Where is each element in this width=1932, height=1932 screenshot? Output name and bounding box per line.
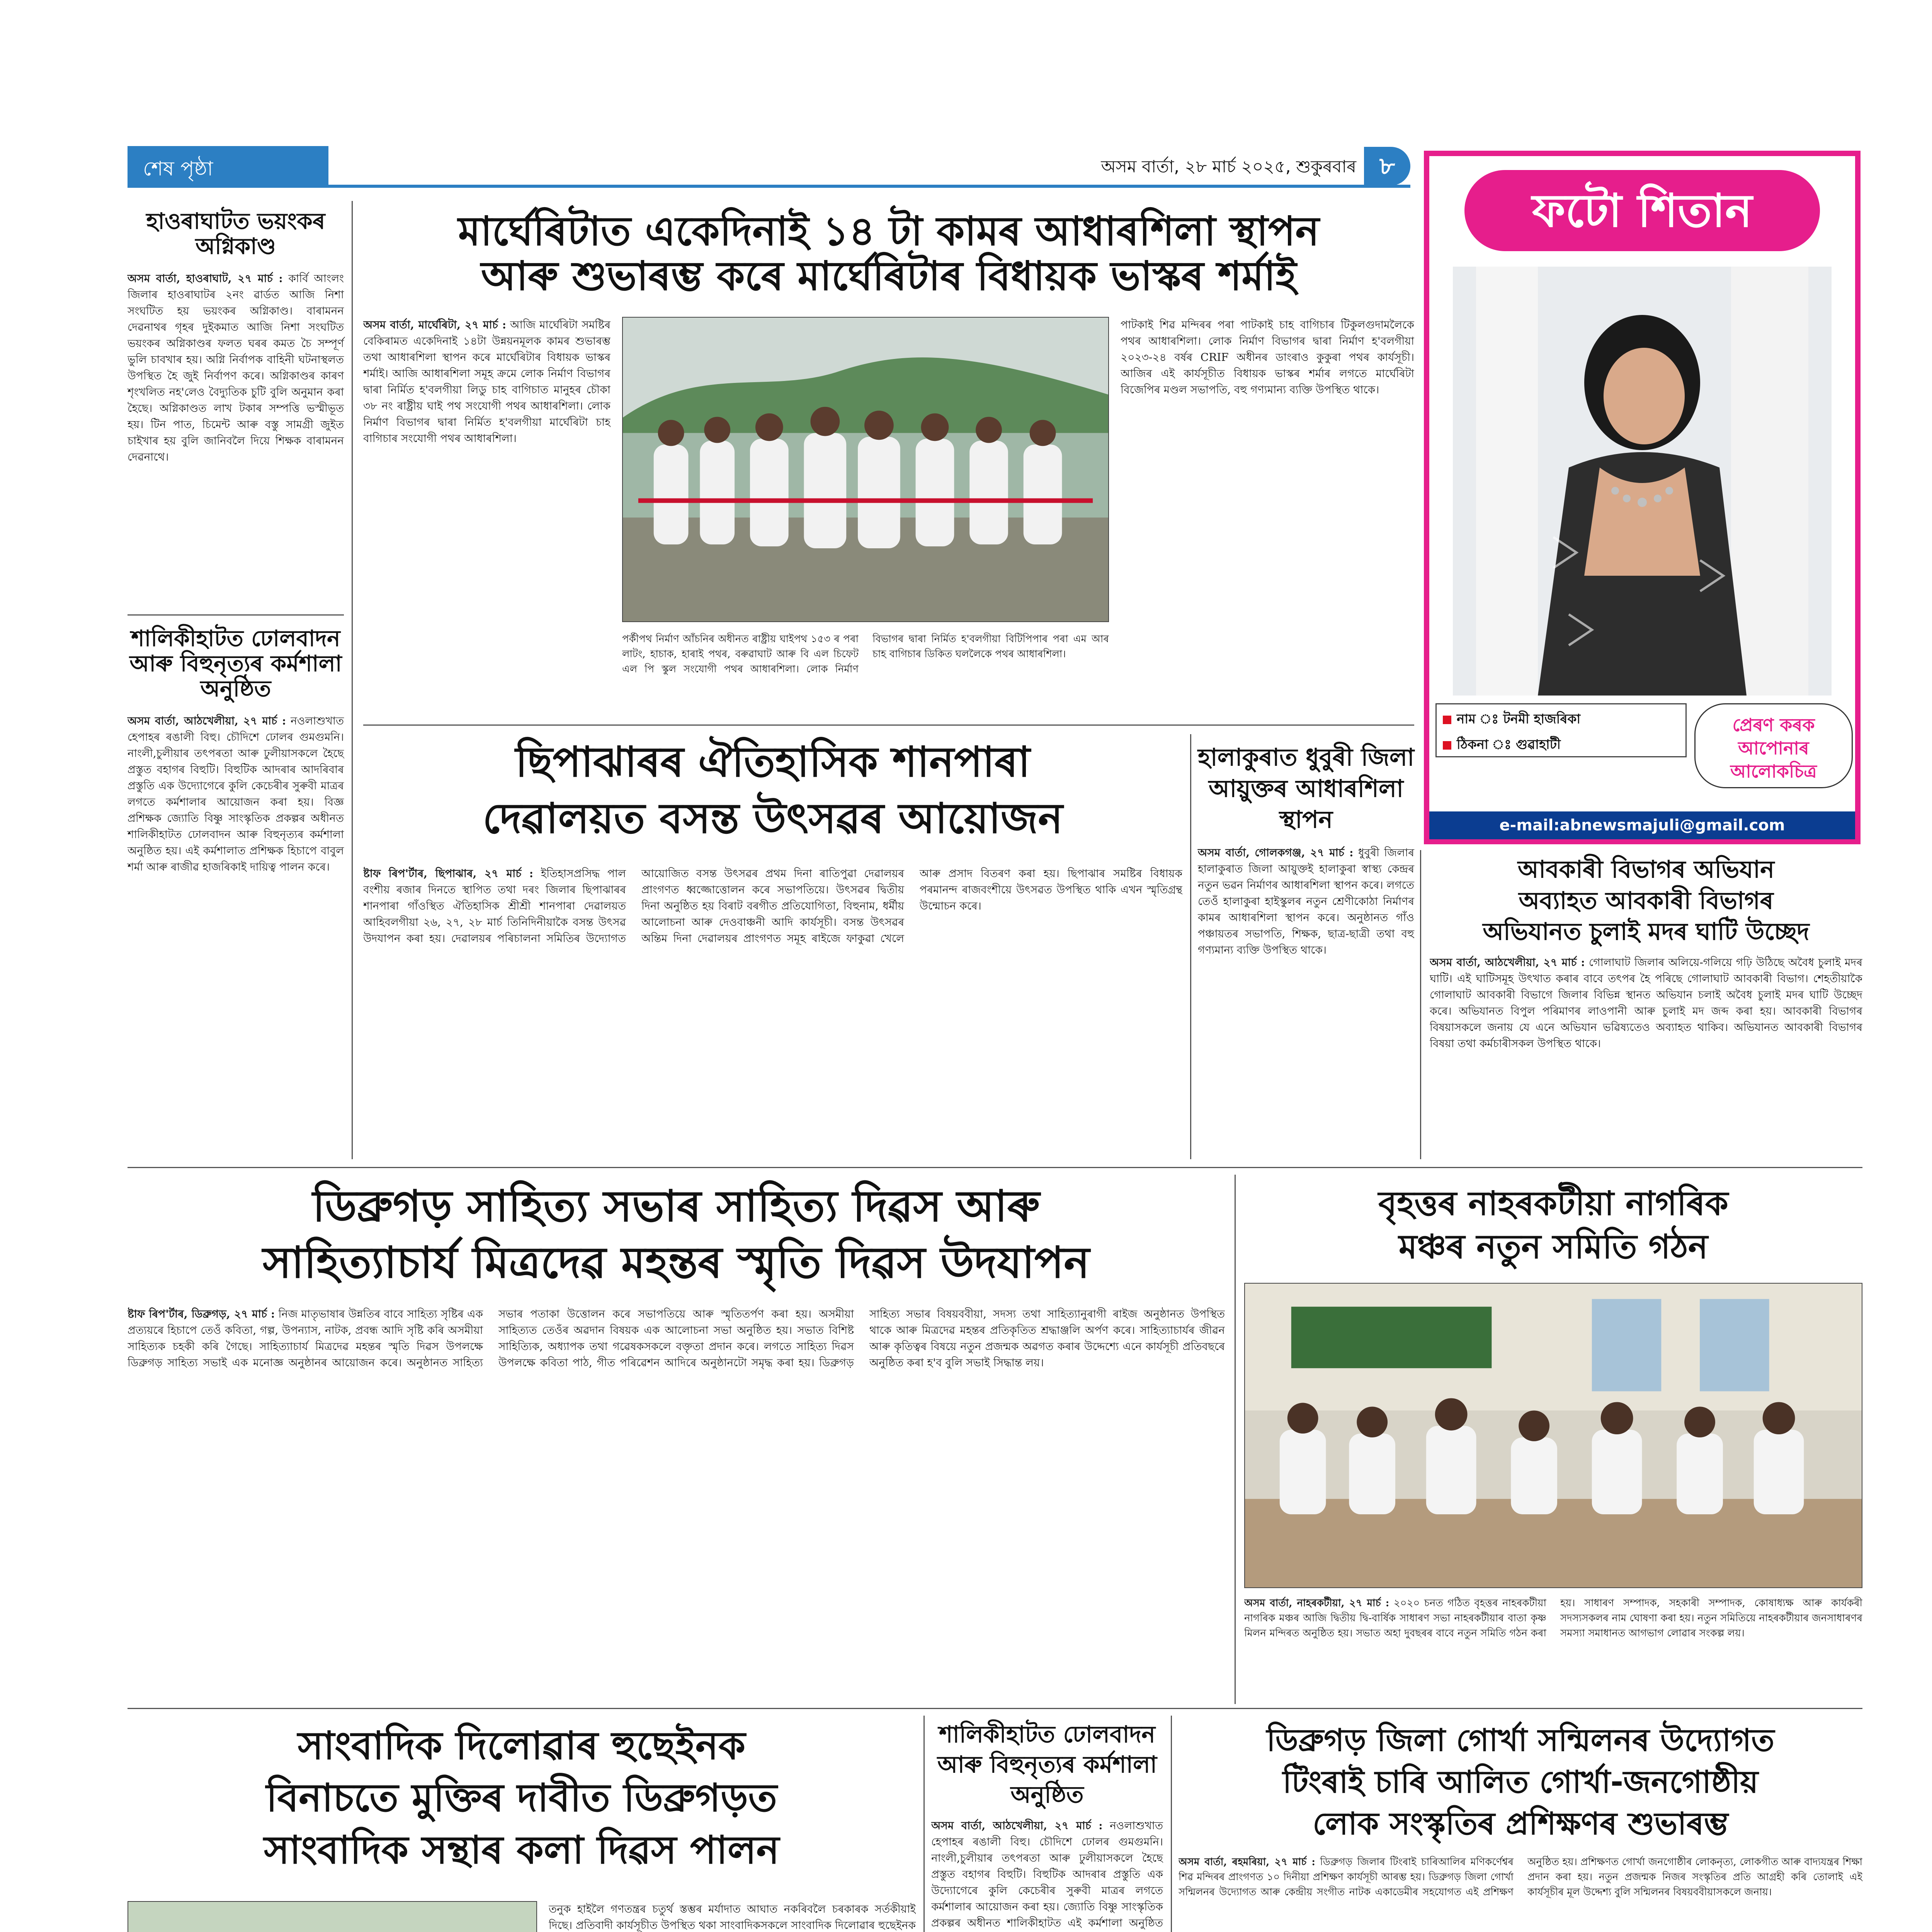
headline-line-1: ডিব্ৰুগড় সাহিত্য সভাৰ সাহিত্য দিৱস আৰু [313,1181,1040,1231]
article-body [1198,845,1414,958]
featured-portrait [1453,267,1832,696]
column-rule [1190,734,1191,1159]
headline: শালিকীহাটত ঢোলবাদন আৰু বিহুনৃত্যৰ কৰ্মশালা অনুষ্ঠিত [129,625,342,702]
dateline: অসম বাৰ্তা, গোলকগঞ্জ, ২৭ মাৰ্চ : [1198,846,1354,859]
headline: হাওৰাঘাটত ভয়ংকৰ অগ্নিকাণ্ড [146,208,325,259]
caption-address: ঠিকনা ঃ গুৱাহাটী [1457,737,1561,752]
article-dhubri [1198,742,1414,958]
photo-caption [1435,703,1687,757]
body-text: কাৰ্বি আংলং জিলাৰ হাওৰাঘাটৰ ২নং ৱাৰ্ডত আজি নিশা সংঘটিত হয় ভয়ংকৰ অগ্নিকাণ্ড। বাৰামনন দেৱনাথৰ গৃহৰ দুইকমাত আজি নিশা সংঘটিত ভয়ংকৰ অগ্নিকাণ্ডৰ ফলত ঘৰৰ কমত চৈ সম্পূৰ্ণ ভুলি চাবখাৰ হয়। অগ্নি নিৰ্বাপক বাহিনী ঘটনাস্থলত উপস্থিত হৈ জুই নিৰ্বাপণ কৰে। অগ্নিকাণ্ডৰ কাৰণ শৃংখলিত নহ'লেও বৈদ্যুতিক চুটি বুলি অনুমান কৰা হৈছে। অগ্নিকাণ্ডত লাখ টকাৰ সম্পত্তি ভস্মীভূত হয়। টিন পাত, চিমেন্ট আৰু বস্তু সামগ্ৰী জুইত চাইখাৰ হয় বুলি জানিবলৈ দিয়ে শিক্ষক বাৰামনন দেৱনাথে। [128,272,344,463]
dateline: অসম বাৰ্তা, মাৰ্ঘেৰিটা, ২৭ মাৰ্চ : [363,318,507,331]
margherita-body-left [363,317,611,696]
column-rule [352,201,353,1159]
divider [363,724,1414,726]
headline-line-2: আৰু শুভাৰম্ভ কৰে মাৰ্ঘেৰিটাৰ বিধায়ক ভাস্কৰ শৰ্মাই [481,252,1297,300]
dateline: অসম বাৰ্তা, আঠখেলীয়া, ২৭ মাৰ্চ : [128,714,286,727]
headline-line-1: আবকাৰী বিভাগৰ অভিযান [1517,855,1775,883]
dateline: অসম বাৰ্তা, হাওৰাঘাট, ২৭ মাৰ্চ : [128,272,283,285]
headline-line-1: মাৰ্ঘেৰিটাত একেদিনাই ১৪ টা কামৰ আধাৰশিলা স্থাপন [458,207,1320,255]
body-text: নিজ মাতৃভাষাৰ উন্নতিৰ বাবে সাহিত্য সৃষ্টিৰ এক প্ৰত্যয়ৰে হিচাপে তেওঁ কবিতা, গল্প, উপন্যাস, নাটক, প্ৰবন্ধ আদি সৃষ্টি কৰি অসমীয়া সাহিত্যক চহকী কৰি গৈছে। সাহিত্যাচাৰ্য মিত্ৰদেৱ মহন্তৰ স্মৃতি দিৱস উপলক্ষে ডিব্ৰুগড় সাহিত্য সভাই এক মনোজ্ঞ অনুষ্ঠানৰ আয়োজন কৰে। অনুষ্ঠানত সাহিত্য সভাৰ পতাকা উত্তোলন কৰে সভাপতিয়ে আৰু স্মৃতিতৰ্পণ কৰা হয়। অসমীয়া সাহিত্যত তেওঁৰ অৱদান বিষয়ক এক আলোচনা সভা অনুষ্ঠিত হয়। সভাত বিশিষ্ট সাহিত্যিক, অধ্যাপক তথা গৱেষকসকলে বক্তৃতা প্ৰদান কৰে। লগতে সাহিত্য দিৱস উপলক্ষে কবিতা পাঠ, গীত পৰিৱেশন আদিৰে অনুষ্ঠানটো সমৃদ্ধ কৰা হয়। ডিব্ৰুগড় সাহিত্য সভাৰ বিষয়ববীয়া, সদস্য তথা সাহিত্যানুৰাগী ৰাইজ অনুষ্ঠানত উপস্থিত থাকে আৰু মিত্ৰদেৱ মহন্তৰ প্ৰতিকৃতিত শ্ৰদ্ধাঞ্জলি অৰ্পণ কৰে। সাহিত্যাচাৰ্যৰ জীৱন আৰু কৃতিত্বৰ বিষয়ে নতুন প্ৰজন্মক অৱগত কৰাৰ উদ্দেশ্যে এনে কাৰ্যসূচী প্ৰতিবছৰে অনুষ্ঠিত কৰা হ'ব বুলি সভাই সিদ্ধান্ত লয়। [128,1308,1225,1369]
caption-address-row [1437,730,1685,755]
margherita-body-bottom: পৰ্কীপথ নিৰ্মাণ আঁচনিৰ অধীনত ৰাষ্ট্ৰীয় ঘাইপথ ১৫৩ ৰ পৰা লাটং, হাচাক, হাৰাই পথৰ, বৰুৱাঘাট আৰু বি এল চিফেট এল পি স্কুল সংযোগী পথৰ আধাৰশিলা। লোক নিৰ্মাণ বিভাগৰ দ্বাৰা নিৰ্মিত হ'বলগীয়া বিটিপিপাৰ পৰা এম আৰ চাহ বাগিচাৰ ডিকিত ঘললৈকে পথৰ আধাৰশিলা। [622,633,1109,675]
bullet-icon [1443,741,1451,750]
dateline: অসম বাৰ্তা, নাহৰকটীয়া, ২৭ মাৰ্চ : [1244,1597,1389,1609]
masthead-rule [128,185,1410,188]
headline-line-2: মঞ্চৰ নতুন সমিতি গঠন [1398,1227,1708,1266]
excise-body [1430,954,1862,1155]
column-rule [1420,850,1421,1159]
headline-line-1: ডিব্ৰুগড় জিলা গোৰ্খা সন্মিলনৰ উদ্যোগত [1266,1722,1775,1758]
headline-line-1: সাংবাদিক দিলোৱাৰ হুছেইনক [298,1723,746,1768]
column-rule [1171,1716,1172,1932]
body-text: ২০২০ চনত গঠিত বৃহত্তৰ নাহৰকটীয়া নাগৰিক মঞ্চৰ আজি দ্বিতীয় দ্বি-বাৰ্ষিক সাধাৰণ সভা নাহৰকটীয়াৰ বাতা কৃষ্ণ মিলন মন্দিৰত অনুষ্ঠিত হয়। সভাত অহা দুবছৰৰ বাবে নতুন সমিতি গঠন কৰা হয়। সাধাৰণ সম্পাদক, সহকাৰী সম্পাদক, কোষাধ্যক্ষ আৰু কাৰ্যকৰী সদস্যসকলৰ নাম ঘোষণা কৰা হয়। নতুন সমিতিয়ে নাহৰকটীয়াৰ জনসাধাৰণৰ সমস্যা সমাধানত আগভাগ লোৱাৰ সংকল্প লয়। [1244,1597,1862,1639]
caption-name-row [1437,704,1685,730]
body-text: গোলাঘাট জিলাৰ অলিয়ে-গলিয়ে গঢ়ি উঠিছে অবৈধ চুলাই মদৰ ঘাটি। এই ঘাটিসমূহ উৎখাত কৰাৰ বাবে তৎপৰ হৈ পৰিছে গোলাঘাট আবকাৰী বিভাগ। শেহতীয়াকৈ গোলাঘাট আবকাৰী বিভাগে জিলাৰ বিভিন্ন স্থানত অভিযান চলাই অবৈধ চুলাই মদৰ ঘাটি উচ্ছেদ কৰে। অভিযানত বিপুল পৰিমাণৰ লাওপানী আৰু চুলাই মদ জব্দ কৰা হয়। আবকাৰী বিভাগৰ বিষয়াসকলে জনায় যে এনে অভিযান ভৱিষ্যতেও অব্যাহত থাকিব। অভিযানত আবকাৰী বিভাগৰ বিষয়া তথা কৰ্মচাৰীসকল উপস্থিত থাকে। [1430,956,1862,1050]
dateline: ষ্টাফ ৰিপ'ৰ্টাৰ, ডিব্ৰুগড়, ২৭ মাৰ্চ : [128,1308,275,1320]
article-dholbadan-left [128,626,344,875]
headline-naharkatia [1244,1182,1862,1269]
headline: হালাকুৰাত ধুবুৰী জিলা আয়ুক্তৰ আধাৰশিলা স্থাপন [1198,743,1414,834]
section-label: শেষ পৃষ্ঠা [128,146,328,185]
dibrugarh-sahitya-body [128,1306,1225,1696]
body-text: নওলাশুখাত হেপাহৰ ৰঙালী বিহু। চৌদিশে ঢোলৰ গুমগুমনি। নাংলী,চুলীয়াৰ তৎপৰতা আৰু ঢুলীয়াসকলে হৈছে প্ৰস্তুত বহাগৰ বিহুটি। বিহুটিক আদৰাৰ প্ৰস্তুতি এক উদ্যোগেৰে কুলি কেচেৰীৰ সুৰুবী মাত্ৰৰ লগতে কৰ্মশালাৰ আয়োজন কৰা হয়। জ্যোতি বিষ্ণু সাংস্কৃতিক প্ৰকল্পৰ অধীনত শালিকীহাটত এই কৰ্মশালা অনুষ্ঠিত [931,1819,1163,1929]
dateline: ষ্টাফ ৰিপ'ৰ্টাৰ, ছিপাঝাৰ, ২৭ মাৰ্চ : [363,867,534,880]
headline-line-2: বিনাচতে মুক্তিৰ দাবীত ডিব্ৰুগড়ত [266,1775,777,1820]
headline-margherita [363,209,1414,299]
headline-line-2: অব্যাহত আবকাৰী বিভাগৰ [1519,886,1774,915]
body-text: নওলাশুখাত হেপাহৰ ৰঙালী বিহু। চৌদিশে ঢোলৰ গুমগুমনি। নাংলী,চুলীয়াৰ তৎপৰতা আৰু ঢুলীয়াসকলে হৈছে প্ৰস্তুত বহাগৰ বিহুটি। বিহুটিক আদৰাৰ আদৰিবাৰ প্ৰস্তুতি এক উদ্যোগেৰে কুলি কেচেৰীৰ সুৰুবী মাত্ৰৰ লগতে কৰ্মশালাৰ আয়োজন কৰা হয়। বিজ্ঞ প্ৰশিক্ষক জ্যোতি বিষ্ণু সাংস্কৃতিক প্ৰকল্পৰ অধীনত শালিকীহাটত ঢোলবাদন আৰু বিহুনৃত্যৰ কৰ্মশালা অনুষ্ঠিত হয়। এই কৰ্মশালাত প্ৰশিক্ষক হিচাপে বাবুল শৰ্মা আৰু ৰাজীৱ হাজৰিকাই দায়িত্ব পালন কৰে। [128,714,344,873]
margherita-body-right: পাটকাই শিৱ মন্দিৰৰ পৰা পাটকাই চাহ বাগিচাৰ টিকুলগুদামলৈকে পথৰ আধাৰশিলা। লোক নিৰ্মাণ বিভাগৰ দ্বাৰা নিৰ্মাণ হ'বলগীয়া ২০২৩-২৪ বৰ্ষৰ CRIF অধীনৰ ডাংৰাও কুকুৰা পথৰ কাৰ্যসূচী। আজিৰ এই কাৰ্যসূচীত বিধায়ক ভাস্কৰ শৰ্মাৰ লগতে মাৰ্ঘেৰিটা বিজেপিৰ মণ্ডল সভাপতি, বহু গণ্যমান্য ব্যক্তি উপস্থিত থাকে। [1121,318,1414,396]
divider [128,1708,1862,1709]
body-text: আজি মাৰ্ঘেৰিটা সমষ্টিৰ বেকিৰামত একেদিনাই ১৪টা উন্নয়নমূলক কামৰ শুভাৰম্ভ তথা আধাৰশিলা স্থাপন কৰে মাৰ্ঘেৰিটাৰ বিধায়ক ভাস্কৰ শৰ্মাই। আজি আধাৰশিলা সমূহ ক্ৰমে লোক নিৰ্মাণ বিভাগৰ দ্বাৰা নিৰ্মিত হ'বলগীয়া লিডু চাহ বাগিচাত মানুহৰ চৌকা ৩৮ নং ৰাষ্ট্ৰীয় ঘাই পথ সংযোগী পথৰ আধাৰশিলা। লোক নিৰ্মাণ বিভাগৰ দ্বাৰা নিৰ্মিত হ'বলগীয়া মাৰ্ঘেৰিটা চাহ বাগিচাৰ সংযোগী পথৰ আধাৰশিলা। [363,318,611,445]
journalist-protest-photo [128,1901,537,1932]
photo-submission-promo: প্ৰেৰণ কৰক আপোনাৰ আলোকচিত্ৰ [1694,703,1853,788]
headline-line-2: দেৱালয়ত বসন্ত উৎসৱৰ আয়োজন [483,794,1063,843]
article-body [128,713,344,875]
naharkatia-body [1244,1596,1862,1700]
dateline: অসম বাৰ্তা, আঠখেলীয়া, ২৭ মাৰ্চ : [1430,956,1585,969]
divider [128,1167,1862,1168]
article-dholbadan-mid [931,1719,1163,1932]
article-body [931,1818,1163,1932]
dateline: অসম বাৰ্তা, আঠখেলীয়া, ২৭ মাৰ্চ : [931,1819,1103,1832]
headline-sipajhar [363,734,1182,847]
caption-name: নাম ঃ টনমী হাজৰিকা [1457,711,1581,727]
headline-line-3: লোক সংস্কৃতিৰ প্ৰশিক্ষণৰ শুভাৰম্ভ [1313,1806,1728,1842]
body-text: ডিব্ৰুগড় জিলাৰ টিংৰাই চাৰিআলিৰ মণিকৰ্ণেশ্বৰ শিৱ মন্দিৰৰ প্ৰাংগণত ১০ দিনীয়া প্ৰশিক্ষণ কাৰ্যসূচী আৰম্ভ হয়। ডিব্ৰুগড় জিলা গোৰ্খা সন্মিলনৰ উদ্যোগত আৰু কেন্দ্ৰীয় সংগীত নাটক একাডেমীৰ সহযোগত এই প্ৰশিক্ষণ অনুষ্ঠিত হয়। প্ৰশিক্ষণত গোৰ্খা জনগোষ্ঠীৰ লোকনৃত্য, লোকগীত আৰু বাদ্যযন্ত্ৰৰ শিক্ষা প্ৰদান কৰা হয়। নতুন প্ৰজন্মক নিজৰ সংস্কৃতিৰ প্ৰতি আগ্ৰহী কৰি তোলাই এই কাৰ্যসূচীৰ মূল উদ্দেশ্য বুলি সন্মিলনৰ বিষয়ববীয়াসকলে জনায়। [1179,1856,1862,1898]
body-text: ধুবুৰী জিলাৰ হালাকুৰাত জিলা আয়ুক্তই হালাকুৰা স্বাস্থ্য কেন্দ্ৰৰ নতুন ভৱন নিৰ্মাণৰ আধাৰশিলা স্থাপন কৰে। লগতে তেওঁ হালাকুৰা হাইস্কুলৰ নতুন শ্ৰেণীকোঠা নিৰ্মাণৰ কামৰ আধাৰশিলা স্থাপন কৰে। অনুষ্ঠানত গাঁও পঞ্চায়তৰ সভাপতি, শিক্ষক, ছাত্ৰ-ছাত্ৰী তথা বহু গণ্যমান্য ব্যক্তি উপস্থিত থাকে। [1198,846,1414,956]
naharkatia-photo [1244,1283,1862,1588]
headline-line-3: অভিযানত চুলাই মদৰ ঘাটি উচ্ছেদ [1483,917,1810,946]
headline-excise [1430,854,1862,947]
headline-line-3: সাংবাদিক সন্থাৰ কলা দিৱস পালন [264,1827,779,1872]
page-number: ৮ [1364,147,1410,185]
journalist-body-top: তনুক হাইলৈ গণতন্ত্ৰৰ চতুৰ্থ স্তম্ভৰ মৰ্যাদাত আঘাত নকৰিবলৈ চৰকাৰক সৰ্তকীয়াই দিছে। প্ৰতিবাদী কাৰ্যসূচীত উপস্থিত থকা সাংবাদিকসকলে সাংবাদিক দিলোৱাৰ হুছেইনক [549,1903,916,1932]
gorkha-body [1179,1855,1862,1932]
column-rule [923,1716,925,1932]
column-rule [1235,1175,1236,1704]
headline-journalist [128,1719,916,1876]
article-howraghat [128,209,344,465]
headline-line-1: ছিপাঝাৰৰ ঐতিহাসিক শানপাৰা [515,738,1030,786]
headline: শালিকীহাটত ঢোলবাদন আৰু বিহুনৃত্যৰ কৰ্মশালা অনুষ্ঠিত [937,1721,1157,1808]
headline-dibrugarh-sahitya [128,1179,1225,1291]
headline-line-2: টিংৰাই চাৰি আলিত গোৰ্খা-জনগোষ্ঠীয় [1282,1764,1759,1800]
headline-line-2: সাহিত্যাচাৰ্য মিত্ৰদেৱ মহন্তৰ স্মৃতি দিৱস উদযাপন [263,1237,1090,1288]
article-body [128,270,344,465]
dateline: অসম বাৰ্তা, ৰহমৰিয়া, ২৭ মাৰ্চ : [1179,1856,1315,1868]
bullet-icon [1443,716,1451,724]
body-text: ইতিহাসপ্ৰসিদ্ধ পাল বংশীয় ৰজাৰ দিনতে স্থাপিত তথা দৰং জিলাৰ ছিপাঝাৰৰ শানপাৰা গাঁওস্থিত ঐতিহাসিক শ্ৰীশ্ৰী শানপাৰা দেৱালয়ত আহিবলগীয়া ২৬, ২৭, ২৮ মাৰ্চ তিনিদিনীয়াকৈ বসন্ত উৎসৱ উদযাপন কৰা হয়। দেৱালয়ৰ পৰিচালনা সমিতিৰ উদ্যোগত আয়োজিত বসন্ত উৎসৱৰ প্ৰথম দিনা ৰাতিপুৱা দেৱালয়ৰ প্ৰাংগণত ধ্বজ্জোত্তোলন কৰে সভাপতিয়ে। উৎসৱৰ দ্বিতীয় দিনা অনুষ্ঠিত হয় বিৰাট বৰগীত প্ৰতিযোগিতা, বিহুনাম, ধৰ্মীয় আলোচনা আৰু দেওবাঞ্চনী আদি কাৰ্যসূচী। বসন্ত উৎসৱৰ অন্তিম দিনা দেৱালয়ৰ প্ৰাংগণত সমূহ ৰাইজে ফাকুৱা খেলে আৰু প্ৰসাদ বিতৰণ কৰা হয়। ছিপাঝাৰ সমষ্টিৰ বিধায়ক পৰমানন্দ ৰাজবংশীয়ে উৎসৱত উপস্থিত থাকি এখন স্মৃতিগ্ৰন্থ উন্মোচন কৰে। [363,867,1182,945]
photo-email-link[interactable]: e-mail:abnewsmajuli@gmail.com [1429,811,1855,839]
headline-gorkha [1179,1719,1862,1845]
margherita-photo [622,317,1109,622]
divider [128,614,344,616]
sipajhar-body [363,866,1182,1151]
photo-corner-title: ফটো শিতান [1464,170,1820,251]
edition-date: অসম বাৰ্তা, ২৮ মাৰ্চ ২০২৫, শুকুৰবাৰ [1101,157,1356,177]
headline-line-1: বৃহত্তৰ নাহৰকটীয়া নাগৰিক [1378,1184,1728,1223]
